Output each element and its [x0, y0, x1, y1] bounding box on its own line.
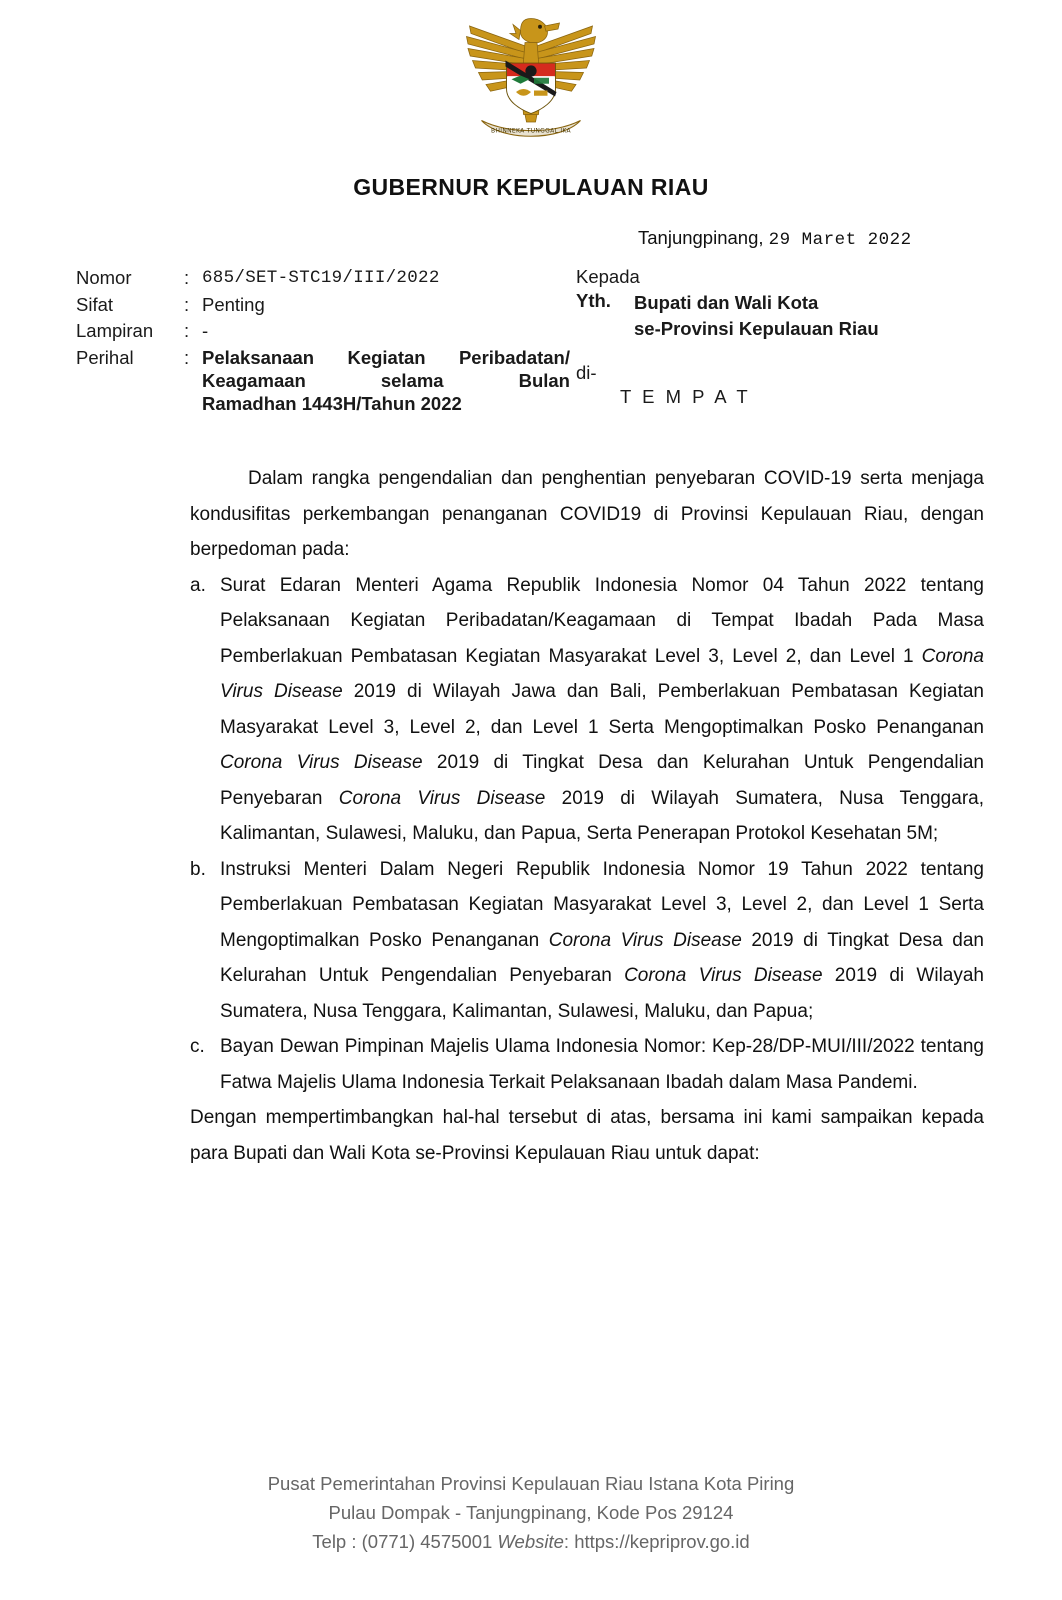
meta-row-nomor	[76, 266, 570, 290]
addressee-names	[634, 290, 879, 342]
addressee-tempat: T E M P A T	[620, 386, 751, 407]
perihal-line-1: Pelaksanaan Kegiatan Peribadatan/	[202, 346, 570, 368]
footer-line-1: Pusat Pemerintahan Provinsi Kepulauan Riau Istana Kota Piring	[267, 1473, 795, 1494]
addressee-kepada: Kepada	[576, 266, 640, 287]
letter-head-row	[72, 266, 990, 417]
letter-body	[72, 461, 990, 1171]
footer-phone: Telp : (0771) 4575001	[312, 1531, 498, 1552]
meta-colon: :	[184, 267, 190, 288]
list-text: Bayan Dewan Pimpinan Majelis Ulama Indonesia Nomor: Kep-28/DP-MUI/III/2022 tentang Fatwa Majelis Ulama Indonesia Terkait Pelaksanaan Ibadah dalam Masa Pandemi.	[220, 1036, 984, 1093]
meta-label-lampiran: Lampiran	[76, 320, 154, 341]
list-item	[190, 568, 984, 852]
page-title: GUBERNUR KEPULAUAN RIAU	[353, 174, 709, 200]
place-label: Tanjungpinang,	[638, 227, 764, 248]
list-marker: b.	[190, 858, 206, 880]
meta-row-lampiran	[76, 319, 570, 343]
meta-colon: :	[184, 293, 190, 315]
body-opening-paragraph: Dalam rangka pengendalian dan penghentian penyebaran COVID-19 serta menjaga kondusifitas perkembangan penanganan COVID19 di Provinsi Kepulauan Riau, dengan berpedoman pada:	[190, 468, 984, 560]
list-item	[190, 852, 984, 1030]
meta-value-nomor: 685/SET-STC19/III/2022	[202, 268, 440, 288]
footer-line-2: Pulau Dompak - Tanjungpinang, Kode Pos 29124	[328, 1502, 734, 1523]
place-date	[72, 227, 990, 250]
addressee-yth: Yth.	[576, 290, 611, 311]
date-value: 29 Maret 2022	[768, 230, 912, 250]
addressee-name-line-1: Bupati dan Wali Kota	[634, 292, 819, 313]
perihal-line-2: Keagamaan selama Bulan	[202, 369, 570, 391]
svg-text:BHINNEKA TUNGGAL IKA: BHINNEKA TUNGGAL IKA	[491, 127, 571, 135]
meta-row-perihal	[76, 346, 570, 415]
body-reference-list	[190, 568, 984, 1101]
meta-label-perihal: Perihal	[76, 346, 134, 368]
list-marker: a.	[190, 574, 206, 596]
addressee-name-row	[576, 290, 990, 342]
list-text: Surat Edaran Menteri Agama Republik Indonesia Nomor 04 Tahun 2022 tentang Pelaksanaan Kegiatan Peribadatan/Keagamaan di Tempat Ibadah Pada Masa Pemberlakuan Pembatasan Kegiatan Masyarakat Level 3, Level 2, dan Level 1 Corona Virus Disease 2019 di Wilayah Jawa dan Bali, Pemberlakuan Pembatasan Kegiatan Masyarakat Level 3, Level 2, dan Level 1 Serta Mengoptimalkan Posko Penanganan Corona Virus Disease 2019 di Tingkat Desa dan Kelurahan Untuk Pengendalian Penyebaran Corona Virus Disease 2019 di Wilayah Sumatera, Nusa Tenggara, Kalimantan, Sulawesi, Maluku, dan Papua, Serta Penerapan Protokol Kesehatan 5M;	[220, 574, 984, 844]
footer	[0, 1469, 1062, 1556]
meta-value-sifat: Penting	[202, 293, 265, 315]
addressee-name-line-2: se-Provinsi Kepulauan Riau	[634, 318, 879, 339]
list-marker: c.	[190, 1036, 205, 1057]
garuda-pancasila-emblem	[456, 8, 606, 158]
list-text: Instruksi Menteri Dalam Negeri Republik Indonesia Nomor 19 Tahun 2022 tentang Pemberlakuan Pembatasan Kegiatan Masyarakat Level 3, Level 2, dan Level 1 Serta Mengoptimalkan Posko Penanganan Corona Virus Disease 2019 di Tingkat Desa dan Kelurahan Untuk Pengendalian Penyebaran Corona Virus Disease 2019 di Wilayah Sumatera, Nusa Tenggara, Kalimantan, Sulawesi, Maluku, dan Papua;	[220, 858, 984, 1022]
meta-value-perihal	[202, 346, 570, 415]
addressee-di: di-	[576, 362, 597, 383]
footer-website-url: : https://kepriprov.go.id	[563, 1531, 750, 1552]
addressee-block	[570, 266, 990, 417]
meta-colon: :	[184, 346, 190, 368]
meta-value-lampiran: -	[202, 320, 209, 341]
meta-label-sifat: Sifat	[76, 293, 114, 315]
footer-website-label: Website	[497, 1531, 564, 1552]
list-item	[190, 1029, 984, 1100]
body-closing-paragraph: Dengan mempertimbangkan hal-hal tersebut di atas, bersama ini kami sampaikan kepada para Bupati dan Wali Kota se-Provinsi Kepulauan Riau untuk dapat:	[190, 1107, 984, 1164]
perihal-line-3: Ramadhan 1443H/Tahun 2022	[202, 392, 462, 414]
emblem-container	[72, 0, 990, 158]
meta-colon: :	[184, 320, 190, 341]
footer-line-3	[0, 1527, 1062, 1556]
letter-meta	[72, 266, 570, 417]
meta-row-sifat	[76, 293, 570, 317]
meta-label-nomor: Nomor	[76, 267, 132, 288]
